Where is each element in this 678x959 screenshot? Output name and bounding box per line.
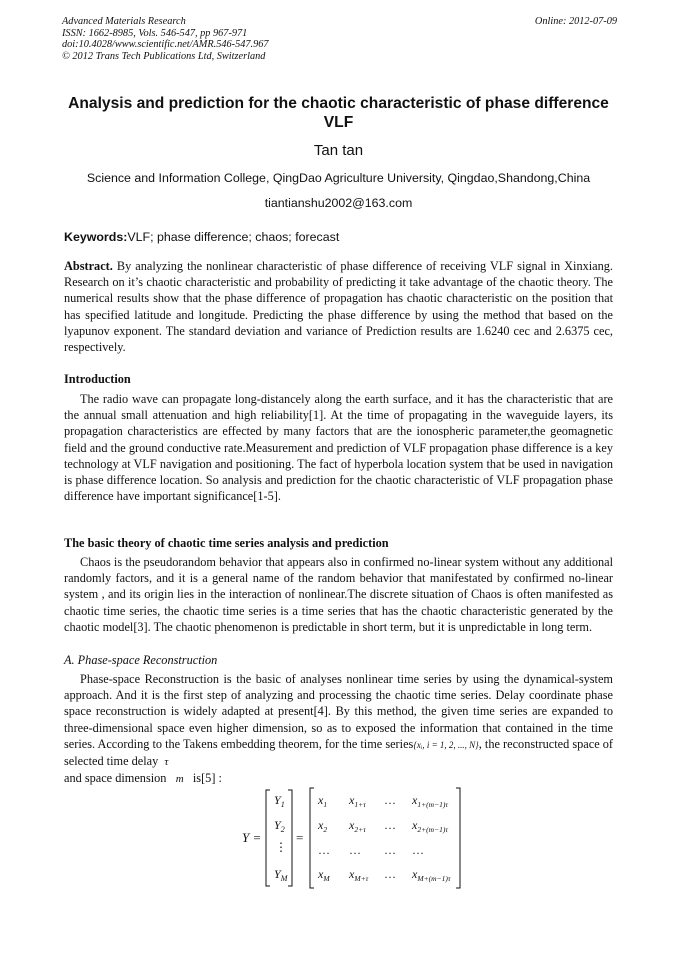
matrix-cell: … — [384, 818, 396, 832]
matrix-cells — [317, 793, 451, 883]
affiliation: Science and Information College, QingDao Agriculture University, Qingdao,Shandong,China — [86, 171, 591, 185]
equation-lhs: Y = — [242, 830, 262, 845]
introduction-paragraph: The radio wave can propagate long-distancely along the earth surface, and it has the characteristic that are the annual small attenuation and high reliability[1]. At the time of propagating in the waveguide layers, its propagation characteristics are effected by many factors that are the ionospheric parameter,the geomagnetic field and the ground conductive rate.Measurement and prediction of VLF propagation phase difference is a key technology at VLF navigation and positioning. The fact of hyperbola location system that be used in navigation is phase difference location. So analysis and prediction for the chaotic characteristic of VLF propagation phase difference have important significance[1-5]. — [64, 392, 613, 504]
journal-copyright: © 2012 Trans Tech Publications Ltd, Switzerland — [62, 50, 266, 62]
matrix-cell: $x_{M+(m-1)\tau}$ — [412, 867, 451, 883]
matrix-cell: $x_{2+(m-1)\tau}$ — [412, 818, 449, 834]
time-series-set-notation: {xᵢ, i = 1, 2, ..., N} — [413, 739, 479, 750]
vector-vdots: ⋮ — [275, 840, 287, 854]
vector-Y1: $Y_1$ — [274, 793, 285, 809]
keywords-text: VLF; phase difference; chaos; forecast — [127, 230, 340, 244]
journal-name: Advanced Materials Research — [62, 16, 186, 27]
keywords — [64, 230, 339, 244]
vector-YM: $Y_M$ — [274, 867, 288, 883]
matrix-bracket-open — [310, 788, 314, 888]
phase-text-end: is[5] : — [192, 771, 222, 786]
abstract — [64, 258, 613, 355]
matrix-cell: … — [384, 843, 396, 857]
abstract-label: Abstract. — [64, 259, 113, 273]
left-bracket-open — [266, 790, 270, 886]
matrix-cell: … — [318, 843, 330, 857]
matrix-cell: $x_2$ — [318, 818, 328, 834]
section-heading-introduction: Introduction — [64, 372, 131, 386]
matrix-cell: $x_1$ — [318, 793, 328, 809]
matrix-cell: $x_{1+(m-1)\tau}$ — [412, 793, 449, 809]
author-name: Tan tan — [313, 142, 364, 159]
phase-text-end-pre: and space dimension — [64, 771, 167, 786]
phase-text-mid: , the reconstructed space of selected time delay — [64, 736, 613, 769]
subsection-heading-phase-space: A. Phase-space Reconstruction — [64, 653, 218, 667]
equation-equals: = — [296, 830, 304, 845]
phase-text-main: Phase-space Reconstruction is the basic of analyses nonlinear time series by using the dynamical-system approach. And it is the first step of analyzing and processing the chaotic time series. Delay coordinate phase space reconstruction is widely adapted at present[4]. By this method, the given time series are expanded to three-dimensional space even higher dimension, so as to exposed the information that contained in the time series. According to the Takens embedding theorem, for the time series — [64, 672, 613, 751]
matrix-cell: … — [412, 843, 424, 857]
matrix-cell: $x_{1+\tau}$ — [349, 793, 366, 809]
matrix-bracket-close — [456, 788, 460, 888]
journal-issn: ISSN: 1662-8985, Vols. 546-547, pp 967-971 — [62, 27, 248, 39]
matrix-cell: … — [384, 867, 396, 881]
m-symbol: m — [175, 773, 184, 786]
journal-header — [62, 16, 617, 62]
matrix-cell: $x_M$ — [318, 867, 330, 883]
matrix-cell: … — [384, 793, 396, 807]
matrix-cell: $x_{2+\tau}$ — [349, 818, 366, 834]
matrix-cell: $x_{M+\tau}$ — [349, 867, 369, 883]
abstract-text: By analyzing the nonlinear characteristic of phase difference of receiving VLF signal in Xinxiang. Research on it’s chaotic characteristic and probability of predicting it take advantage of the chaotic theory. The numerical results show that the phase difference of propagation has chaotic characteristic on the position that has specified latitude and longitude. Predicting the phase difference by using the method that based on the lyapunov exponent. The standard deviation and variance of Prediction results are 1.6240 cec and 2.6375 cec, respectively. — [64, 259, 613, 355]
online-date: Online: 2012-07-09 — [534, 16, 617, 27]
keywords-label: Keywords: — [64, 230, 128, 244]
matrix-cell: … — [349, 843, 361, 857]
left-bracket-close — [288, 790, 292, 886]
paper-title: Analysis and prediction for the chaotic characteristic of phase difference VLF — [68, 95, 609, 131]
author-email: tiantianshu2002@163.com — [264, 196, 413, 210]
basic-theory-paragraph: Chaos is the pseudorandom behavior that appears also in confirmed no-linear system without any additional randomly factors, and it is a general name of the random behavior that manifestated by confirmed no-linear system , and its origin lies in the interaction of nonlinear.The discrete situation of Chaos is often manifested as chaotic time series, the chaotic time series is a time series that has the chaotic characteristic generated by the chaotic model[3]. The chaotic phenomenon is predictable in short term, but it is unpredictable in long term. — [64, 555, 613, 634]
phase-space-paragraph — [64, 671, 613, 787]
section-heading-basic-theory: The basic theory of chaotic time series analysis and prediction — [64, 536, 389, 550]
journal-doi: doi:10.4028/www.scientific.net/AMR.546-547.967 — [62, 39, 269, 51]
vector-Y2: $Y_2$ — [274, 818, 285, 834]
tau-symbol: τ — [164, 756, 169, 769]
phase-space-matrix-equation — [240, 786, 470, 890]
